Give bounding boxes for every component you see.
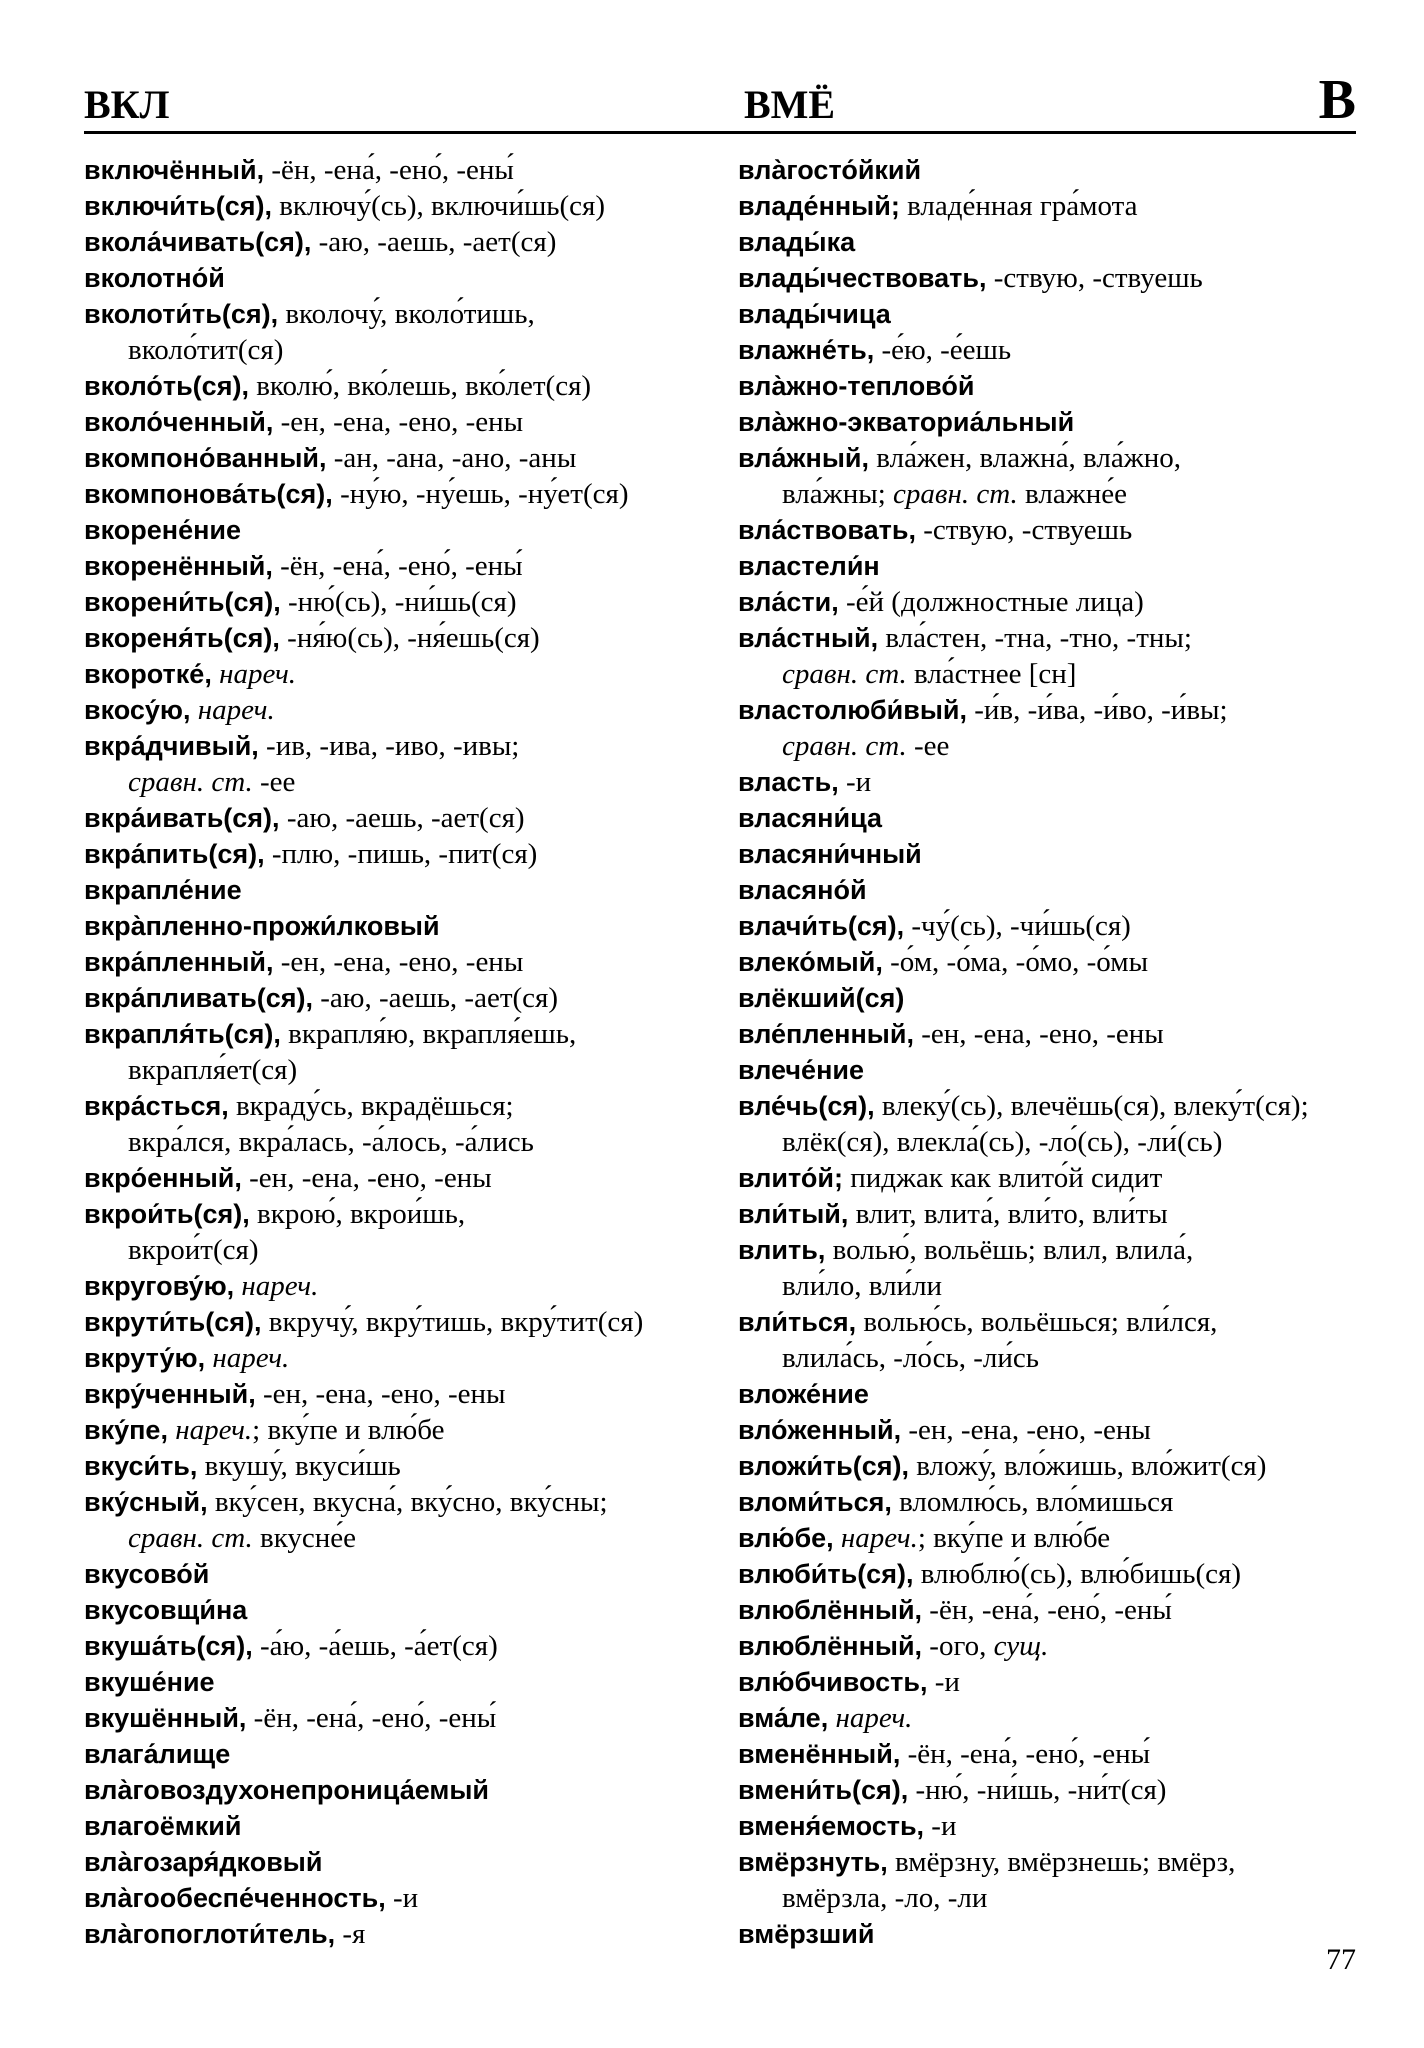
dictionary-entry xyxy=(738,944,1364,980)
entry-forms: вкушу́, вкуси́шь xyxy=(197,1450,401,1482)
dictionary-entry xyxy=(738,1016,1364,1052)
entry-headword: вкра́дчивый, xyxy=(84,731,259,761)
entry-continuation-forms: вкра́лся, вкра́лась, -а́лось, -а́лись xyxy=(128,1126,534,1158)
entry-forms: -ен, -ена, -ено, -ены xyxy=(273,946,524,978)
entry-continuation xyxy=(738,1880,1364,1916)
entry-headword: влить, xyxy=(738,1235,826,1265)
entry-grammar-label: нареч. xyxy=(205,1342,290,1374)
page-number: 77 xyxy=(1326,1943,1356,1976)
entry-headword: вкругову́ю, xyxy=(84,1271,235,1301)
dictionary-entry xyxy=(738,800,1364,836)
entry-headword: вкусово́й xyxy=(84,1559,210,1589)
entry-headword: вкусовщи́на xyxy=(84,1595,248,1625)
dictionary-entry xyxy=(84,1016,724,1088)
dictionary-entry xyxy=(84,1304,724,1340)
dictionary-entry xyxy=(84,620,724,656)
entry-headword: влюблённый, xyxy=(738,1595,923,1625)
dictionary-entry xyxy=(738,1196,1364,1232)
entry-forms: волью́, вольёшь; влил, влила́, xyxy=(825,1234,1194,1266)
entry-headword: вла̀гообеспе́ченность, xyxy=(84,1883,386,1913)
entry-continuation xyxy=(738,1124,1364,1160)
entry-headword: вла̀гозаря́дковый xyxy=(84,1847,323,1877)
entry-grammar-label: сущ. xyxy=(986,1630,1049,1662)
entry-headword: вкорени́ть(ся), xyxy=(84,587,281,617)
dictionary-entry xyxy=(738,1376,1364,1412)
entry-forms: -ого, xyxy=(922,1630,987,1662)
dictionary-entry xyxy=(738,296,1364,332)
dictionary-entry xyxy=(84,188,724,224)
dictionary-entry xyxy=(738,1700,1364,1736)
entry-headword: вкра̀пленно-прожи́лковый xyxy=(84,911,440,941)
entry-headword: вколо́ченный, xyxy=(84,407,274,437)
entry-headword: вла̀жно-экваториа́льный xyxy=(738,407,1075,437)
entry-comparative-label: сравн. ст. xyxy=(128,766,253,798)
dictionary-entry xyxy=(738,1664,1364,1700)
dictionary-entry xyxy=(738,872,1364,908)
dictionary-entry xyxy=(84,1448,724,1484)
entry-headword: вкрути́ть(ся), xyxy=(84,1307,262,1337)
dictionary-entry xyxy=(84,1628,724,1664)
dictionary-entry xyxy=(738,620,1364,692)
dictionary-entry xyxy=(84,584,724,620)
entry-headword: вли́ться, xyxy=(738,1307,857,1337)
entry-forms: -ну́ю, -ну́ешь, -ну́ет(ся) xyxy=(332,478,629,510)
entry-forms: -ню́(сь), -ни́шь(ся) xyxy=(280,586,517,618)
dictionary-entry xyxy=(738,1484,1364,1520)
dictionary-entry xyxy=(84,1808,724,1844)
entry-forms: вкрапля́ю, вкрапля́ешь, xyxy=(280,1018,577,1050)
entry-headword: вкра́пливать(ся), xyxy=(84,983,314,1013)
dictionary-entry xyxy=(738,1088,1364,1160)
entry-headword: вла̀говоздухонепроница́емый xyxy=(84,1775,489,1805)
dictionary-entry xyxy=(84,1268,724,1304)
dictionary-entry xyxy=(84,1592,724,1628)
entry-headword: вмени́ть(ся), xyxy=(738,1775,909,1805)
entry-continuation-forms: вла́жны; xyxy=(782,478,886,510)
entry-forms: -ен, -ена, -ено, -ены xyxy=(901,1414,1151,1446)
entry-forms: -ён, -ена́, -ено́, -ены́ xyxy=(922,1594,1172,1626)
dictionary-entry xyxy=(84,1196,724,1268)
entry-headword: вкорене́ние xyxy=(84,515,242,545)
entry-forms: -ён, -ена́, -ено́, -ены́ xyxy=(264,154,514,186)
entry-headword: влито́й; xyxy=(738,1163,843,1193)
entry-forms: ; вку́пе и влю́бе xyxy=(252,1414,445,1446)
entry-continuation-forms: влила́сь, -ло́сь, -ли́сь xyxy=(782,1342,1039,1374)
entry-headword: вкуше́ние xyxy=(84,1667,215,1697)
entry-headword: влюблённый, xyxy=(738,1631,923,1661)
entry-headword: влачи́ть(ся), xyxy=(738,911,905,941)
entry-forms: -ен, -ена, -ено, -ены xyxy=(273,406,524,438)
entry-forms: ; вку́пе и влю́бе xyxy=(917,1522,1111,1554)
entry-headword: вла̀жно-теплово́й xyxy=(738,371,975,401)
entry-headword: влече́ние xyxy=(738,1055,864,1085)
entry-forms: -ен, -ена, -ено, -ены xyxy=(913,1018,1164,1050)
dictionary-entry xyxy=(84,440,724,476)
entry-headword: влажне́ть, xyxy=(738,335,875,365)
entry-forms: волью́сь, вольёшься; вли́лся, xyxy=(856,1306,1218,1338)
entry-headword: власяно́й xyxy=(738,875,867,905)
entry-headword: влю́бчивость, xyxy=(738,1667,928,1697)
entry-grammar-label: нареч. xyxy=(234,1270,319,1302)
entry-forms: вкручу́, вкру́тишь, вкру́тит(ся) xyxy=(261,1306,644,1338)
dictionary-entry xyxy=(738,692,1364,764)
entry-headword: вмёрзший xyxy=(738,1919,875,1949)
entry-continuation xyxy=(738,1340,1364,1376)
entry-forms: пиджак как влито́й сидит xyxy=(842,1162,1163,1194)
entry-continuation xyxy=(738,476,1364,512)
entry-headword: влага́лище xyxy=(84,1739,231,1769)
entry-headword: вкрои́ть(ся), xyxy=(84,1199,250,1229)
entry-headword: вле́чь(ся), xyxy=(738,1091,875,1121)
entry-forms: -ствую, -ствуешь xyxy=(986,262,1203,294)
entry-forms: -и xyxy=(838,766,872,798)
entry-forms: -аю, -аешь, -ает(ся) xyxy=(279,802,525,834)
dictionary-entry xyxy=(84,1484,724,1556)
entry-comparative-form: влажне́е xyxy=(1017,478,1127,510)
entry-headword: вку́сный, xyxy=(84,1487,208,1517)
dictionary-entry xyxy=(84,1880,724,1916)
entry-headword: властели́н xyxy=(738,551,880,581)
entry-continuation xyxy=(84,1520,724,1556)
dictionary-entry xyxy=(738,440,1364,512)
dictionary-entry xyxy=(84,548,724,584)
dictionary-entry xyxy=(84,368,724,404)
entry-forms: -е́ю, -е́ешь xyxy=(874,334,1012,366)
entry-forms: -аю, -аешь, -ает(ся) xyxy=(313,982,559,1014)
dictionary-entry xyxy=(84,152,724,188)
entry-forms: вколю́, вко́лешь, вко́лет(ся) xyxy=(248,370,592,402)
entry-forms: -ён, -ена́, -ено́, -ены́ xyxy=(246,1702,497,1734)
page-header xyxy=(84,69,1356,131)
entry-continuation xyxy=(84,764,724,800)
entry-forms: вломлю́сь, вло́мишься xyxy=(891,1486,1174,1518)
entry-forms: владе́нная гра́мота xyxy=(899,190,1138,222)
dictionary-entry xyxy=(84,1376,724,1412)
entry-headword: вколоти́ть(ся), xyxy=(84,299,279,329)
entry-forms: -ён, -ена́, -ено́, -ены́ xyxy=(900,1738,1151,1770)
entry-headword: властолюби́вый, xyxy=(738,695,967,725)
dictionary-entry xyxy=(84,476,724,512)
entry-headword: влеко́мый, xyxy=(738,947,883,977)
entry-headword: вломи́ться, xyxy=(738,1487,892,1517)
entry-headword: влады́чица xyxy=(738,299,891,329)
entry-continuation-forms: вкрапля́ет(ся) xyxy=(128,1054,298,1086)
entry-forms: -ствую, -ствуешь xyxy=(915,514,1133,546)
entry-headword: вкрапле́ние xyxy=(84,875,242,905)
entry-headword: вкру́ченный, xyxy=(84,1379,256,1409)
entry-headword: вкола́чивать(ся), xyxy=(84,227,312,257)
entry-comparative-form: вла́стнее [сн] xyxy=(906,658,1077,690)
entry-comparative-label: сравн. ст. xyxy=(782,658,907,690)
right-column xyxy=(738,152,1364,1952)
entry-headword: влю́бе, xyxy=(738,1523,834,1553)
dictionary-entry xyxy=(84,260,724,296)
dictionary-entry xyxy=(84,836,724,872)
entry-headword: вла́жный, xyxy=(738,443,870,473)
entry-continuation-forms: вмёрзла, -ло, -ли xyxy=(782,1882,988,1914)
entry-continuation xyxy=(84,1232,724,1268)
dictionary-entry xyxy=(84,692,724,728)
header-section-letter: В xyxy=(1318,69,1356,131)
dictionary-entry xyxy=(738,1160,1364,1196)
dictionary-entry xyxy=(84,296,724,368)
dictionary-entry xyxy=(738,980,1364,1016)
entry-forms: включу́(сь), включи́шь(ся) xyxy=(271,190,606,222)
entry-headword: вкрапля́ть(ся), xyxy=(84,1019,281,1049)
entry-continuation-forms: вкрои́т(ся) xyxy=(128,1234,259,1266)
dictionary-entry xyxy=(738,1052,1364,1088)
entry-forms: -и xyxy=(385,1882,419,1914)
dictionary-entry xyxy=(738,584,1364,620)
dictionary-entry xyxy=(84,656,724,692)
entry-forms: влюблю́(сь), влю́бишь(ся) xyxy=(913,1558,1242,1590)
dictionary-entry xyxy=(84,1160,724,1196)
entry-headword: влады́чествовать, xyxy=(738,263,987,293)
entry-headword: вкосу́ю, xyxy=(84,695,191,725)
entry-headword: вкомпонова́ть(ся), xyxy=(84,479,333,509)
entry-headword: вкро́енный, xyxy=(84,1163,242,1193)
entry-forms: -аю, -аешь, -ает(ся) xyxy=(311,226,557,258)
entry-headword: влагоёмкий xyxy=(84,1811,242,1841)
dictionary-entry xyxy=(738,1772,1364,1808)
entry-headword: влады́ка xyxy=(738,227,856,257)
dictionary-entry xyxy=(738,1412,1364,1448)
entry-headword: вло́женный, xyxy=(738,1415,902,1445)
dictionary-entry xyxy=(738,908,1364,944)
dictionary-entry xyxy=(738,1916,1364,1952)
dictionary-entry xyxy=(84,908,724,944)
entry-comparative-label: сравн. ст. xyxy=(885,478,1018,510)
dictionary-entry xyxy=(738,1808,1364,1844)
dictionary-entry xyxy=(738,548,1364,584)
entry-headword: вкореня́ть(ся), xyxy=(84,623,280,653)
entry-comparative-form: -ее xyxy=(252,766,296,798)
entry-headword: вменя́емость, xyxy=(738,1811,925,1841)
entry-continuation xyxy=(84,332,724,368)
entry-headword: владе́нный; xyxy=(738,191,900,221)
entry-forms: вложу́, вло́жишь, вло́жит(ся) xyxy=(909,1450,1267,1482)
dictionary-entry xyxy=(84,1412,724,1448)
entry-forms: -о́м, -о́ма, -о́мо, -о́мы xyxy=(882,946,1149,978)
entry-headword: вли́тый, xyxy=(738,1199,849,1229)
entry-grammar-label: нареч. xyxy=(828,1702,913,1734)
dictionary-entry xyxy=(738,152,1364,188)
dictionary-entry xyxy=(738,1520,1364,1556)
entry-continuation xyxy=(738,728,1364,764)
dictionary-entry xyxy=(84,1844,724,1880)
header-right-guide-word: ВМЁ xyxy=(744,82,836,127)
entry-headword: включённый, xyxy=(84,155,265,185)
entry-comparative-label: сравн. ст. xyxy=(128,1522,253,1554)
entry-headword: вкоренённый, xyxy=(84,551,273,581)
entry-forms: вкраду́сь, вкрадёшься; xyxy=(228,1090,514,1122)
entry-comparative-label: сравн. ст. xyxy=(782,730,907,762)
dictionary-entry xyxy=(84,1088,724,1160)
entry-forms: вку́сен, вкусна́, вку́сно, вку́сны; xyxy=(207,1486,608,1518)
entry-headword: вкра́ивать(ся), xyxy=(84,803,280,833)
dictionary-entry xyxy=(84,944,724,980)
entry-forms: -ив, -ива, -иво, -ивы; xyxy=(258,730,520,762)
entry-forms: -и xyxy=(927,1666,960,1698)
dictionary-entry xyxy=(738,1592,1364,1628)
entry-headword: вколо́ть(ся), xyxy=(84,371,249,401)
dictionary-entry xyxy=(84,1916,724,1952)
entry-continuation xyxy=(84,1124,724,1160)
entry-headword: вле́пленный, xyxy=(738,1019,914,1049)
entry-forms: влит, влита́, вли́то, вли́ты xyxy=(848,1198,1168,1230)
entry-headword: вма́ле, xyxy=(738,1703,829,1733)
dictionary-entry xyxy=(738,404,1364,440)
header-rule xyxy=(84,131,1356,134)
dictionary-entry xyxy=(738,332,1364,368)
entry-headword: вла́ствовать, xyxy=(738,515,916,545)
entry-headword: власяни́ца xyxy=(738,803,883,833)
entry-headword: вку́пе, xyxy=(84,1415,168,1445)
dictionary-entry xyxy=(738,1556,1364,1592)
entry-headword: вкруту́ю, xyxy=(84,1343,206,1373)
dictionary-entry xyxy=(738,1628,1364,1664)
entry-comparative-form: вкусне́е xyxy=(252,1522,357,1554)
entry-forms: -плю, -пишь, -пит(ся) xyxy=(264,838,538,870)
entry-headword: влёкший(ся) xyxy=(738,983,905,1013)
entry-forms: -я xyxy=(335,1918,366,1950)
dictionary-entry xyxy=(84,1664,724,1700)
dictionary-entry xyxy=(84,512,724,548)
entry-continuation-forms: вколо́тит(ся) xyxy=(128,334,284,366)
entry-headword: вкушённый, xyxy=(84,1703,247,1733)
entry-headword: вкомпоно́ванный, xyxy=(84,443,327,473)
dictionary-entry xyxy=(738,1448,1364,1484)
entry-forms: -ен, -ена, -ено, -ены xyxy=(255,1378,506,1410)
dictionary-entry xyxy=(738,1736,1364,1772)
dictionary-entry xyxy=(84,1736,724,1772)
entry-forms: -а́ю, -а́ешь, -а́ет(ся) xyxy=(252,1630,498,1662)
entry-forms: вла́жен, влажна́, вла́жно, xyxy=(869,442,1182,474)
entry-forms: вколочу́, вколо́тишь, xyxy=(278,298,535,330)
entry-forms: -е́й (должностные лица) xyxy=(838,586,1144,618)
entry-forms: -ня́ю(сь), -ня́ешь(ся) xyxy=(279,622,540,654)
entry-forms: -и́в, -и́ва, -и́во, -и́вы; xyxy=(967,694,1228,726)
entry-forms: вла́стен, -тна, -тно, -тны; xyxy=(878,622,1192,654)
entry-forms: -ню́, -ни́шь, -ни́т(ся) xyxy=(908,1774,1167,1806)
entry-forms: -и xyxy=(924,1810,957,1842)
dictionary-entry xyxy=(738,1304,1364,1376)
entry-grammar-label: нареч. xyxy=(190,694,275,726)
dictionary-entry xyxy=(84,1700,724,1736)
entry-headword: вкра́пленный, xyxy=(84,947,274,977)
entry-forms: влеку́(сь), влечёшь(ся), влеку́т(ся); xyxy=(874,1090,1309,1122)
dictionary-entry xyxy=(84,404,724,440)
entry-forms: -ан, -ана, -ано, -аны xyxy=(326,442,577,474)
entry-headword: вкра́сться, xyxy=(84,1091,229,1121)
entry-continuation-forms: вли́ло, вли́ли xyxy=(782,1270,943,1302)
entry-grammar-label: нареч. xyxy=(833,1522,918,1554)
entry-continuation xyxy=(738,1268,1364,1304)
entry-forms: -ён, -ена́, -ено́, -ены́ xyxy=(272,550,523,582)
dictionary-entry xyxy=(738,836,1364,872)
dictionary-entry xyxy=(738,188,1364,224)
dictionary-entry xyxy=(84,800,724,836)
entry-headword: вменённый, xyxy=(738,1739,901,1769)
dictionary-entry xyxy=(84,728,724,800)
entry-headword: власть, xyxy=(738,767,839,797)
dictionary-entry xyxy=(84,980,724,1016)
entry-forms: -чу́(сь), -чи́шь(ся) xyxy=(904,910,1131,942)
dictionary-entry xyxy=(738,368,1364,404)
entry-comparative-form: -ее xyxy=(906,730,950,762)
dictionary-entry xyxy=(738,1232,1364,1304)
entry-headword: вла̀госто́йкий xyxy=(738,155,922,185)
entry-headword: вколотно́й xyxy=(84,263,225,293)
dictionary-entry xyxy=(84,224,724,260)
entry-headword: вкуси́ть, xyxy=(84,1451,198,1481)
entry-headword: влюби́ть(ся), xyxy=(738,1559,914,1589)
dictionary-entry xyxy=(738,260,1364,296)
entry-headword: включи́ть(ся), xyxy=(84,191,272,221)
entry-forms: -ен, -ена, -ено, -ены xyxy=(241,1162,492,1194)
dictionary-entry xyxy=(738,1844,1364,1916)
entry-headword: вла̀гопоглоти́тель, xyxy=(84,1919,336,1949)
dictionary-entry xyxy=(84,1556,724,1592)
dictionary-entry xyxy=(738,224,1364,260)
entry-headword: вложи́ть(ся), xyxy=(738,1451,909,1481)
left-column xyxy=(84,152,724,1952)
dictionary-entry xyxy=(738,764,1364,800)
entry-continuation xyxy=(738,656,1364,692)
entry-headword: вла́сти, xyxy=(738,587,839,617)
entry-headword: вла́стный, xyxy=(738,623,879,653)
header-left-guide-word: ВКЛ xyxy=(84,82,170,127)
entry-continuation-forms: влёк(ся), влекла́(сь), -ло́(сь), -ли́(сь) xyxy=(782,1126,1223,1158)
entry-continuation xyxy=(84,1052,724,1088)
entry-forms: вкрою́, вкрои́шь, xyxy=(249,1198,466,1230)
dictionary-entry xyxy=(84,872,724,908)
entry-headword: вкоротке́, xyxy=(84,659,212,689)
entry-headword: власяни́чный xyxy=(738,839,922,869)
entry-headword: вкра́пить(ся), xyxy=(84,839,265,869)
dictionary-entry xyxy=(738,512,1364,548)
entry-headword: вложе́ние xyxy=(738,1379,869,1409)
entry-headword: вмёрзнуть, xyxy=(738,1847,888,1877)
dictionary-entry xyxy=(84,1340,724,1376)
entry-headword: вкуша́ть(ся), xyxy=(84,1631,253,1661)
entry-forms: вмёрзну, вмёрзнешь; вмёрз, xyxy=(887,1846,1236,1878)
dictionary-entry xyxy=(84,1772,724,1808)
entry-grammar-label: нареч. xyxy=(167,1414,253,1446)
entry-grammar-label: нареч. xyxy=(211,658,297,690)
